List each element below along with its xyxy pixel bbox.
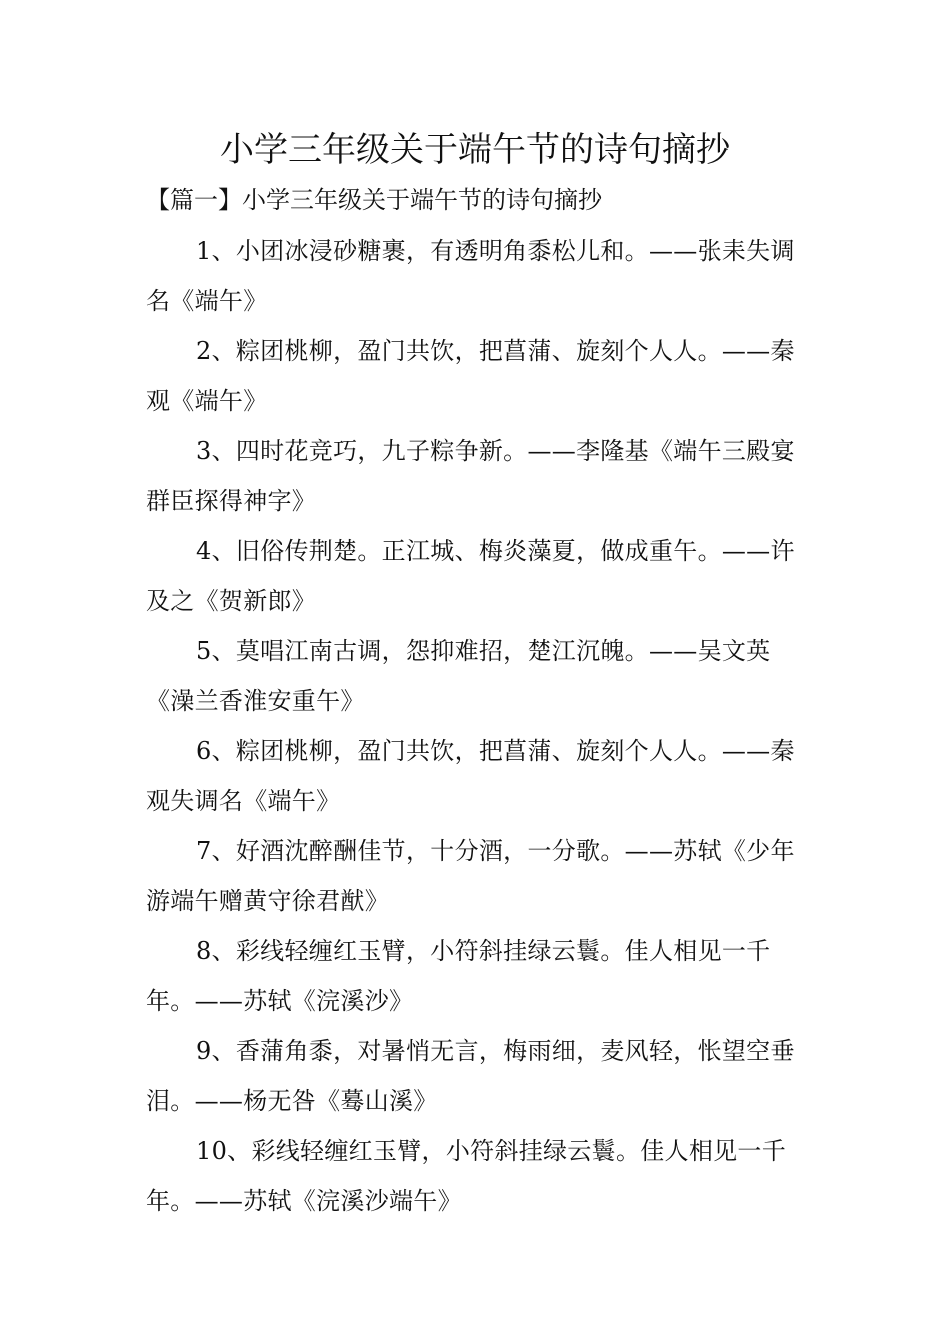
section-heading: 【篇一】小学三年级关于端午节的诗句摘抄 — [146, 186, 602, 214]
poem-entry-10: 10、彩线轻缠红玉臂，小符斜挂绿云鬟。佳人相见一千年。——苏轼《浣溪沙端午》 — [146, 1137, 787, 1215]
document-title: 小学三年级关于端午节的诗句摘抄 — [220, 130, 730, 170]
poem-entry-7: 7、好酒沈醉酬佳节，十分酒，一分歌。——苏轼《少年游端午赠黄守徐君猷》 — [146, 837, 795, 915]
poem-entry-6: 6、粽团桃柳，盈门共饮，把菖蒲、旋刻个人人。——秦观失调名《端午》 — [146, 737, 795, 815]
poem-list — [146, 226, 806, 1226]
poem-entry-4: 4、旧俗传荆楚。正江城、梅炎藻夏，做成重午。——许及之《贺新郎》 — [146, 537, 795, 615]
poem-entry-5: 5、莫唱江南古调，怨抑难招，楚江沉魄。——吴文英《澡兰香淮安重午》 — [146, 637, 771, 715]
poem-entry-9: 9、香蒲角黍，对暑悄无言，梅雨细，麦风轻，怅望空垂泪。——杨无咎《蓦山溪》 — [146, 1037, 795, 1115]
poem-entry-2: 2、粽团桃柳，盈门共饮，把菖蒲、旋刻个人人。——秦观《端午》 — [146, 337, 795, 415]
poem-entry-8: 8、彩线轻缠红玉臂，小符斜挂绿云鬟。佳人相见一千年。——苏轼《浣溪沙》 — [146, 937, 771, 1015]
poem-entry-3: 3、四时花竞巧，九子粽争新。——李隆基《端午三殿宴群臣探得神字》 — [146, 437, 795, 515]
poem-entry-1: 1、小团冰浸砂糖裹，有透明角黍松儿和。——张耒失调名《端午》 — [146, 237, 795, 315]
